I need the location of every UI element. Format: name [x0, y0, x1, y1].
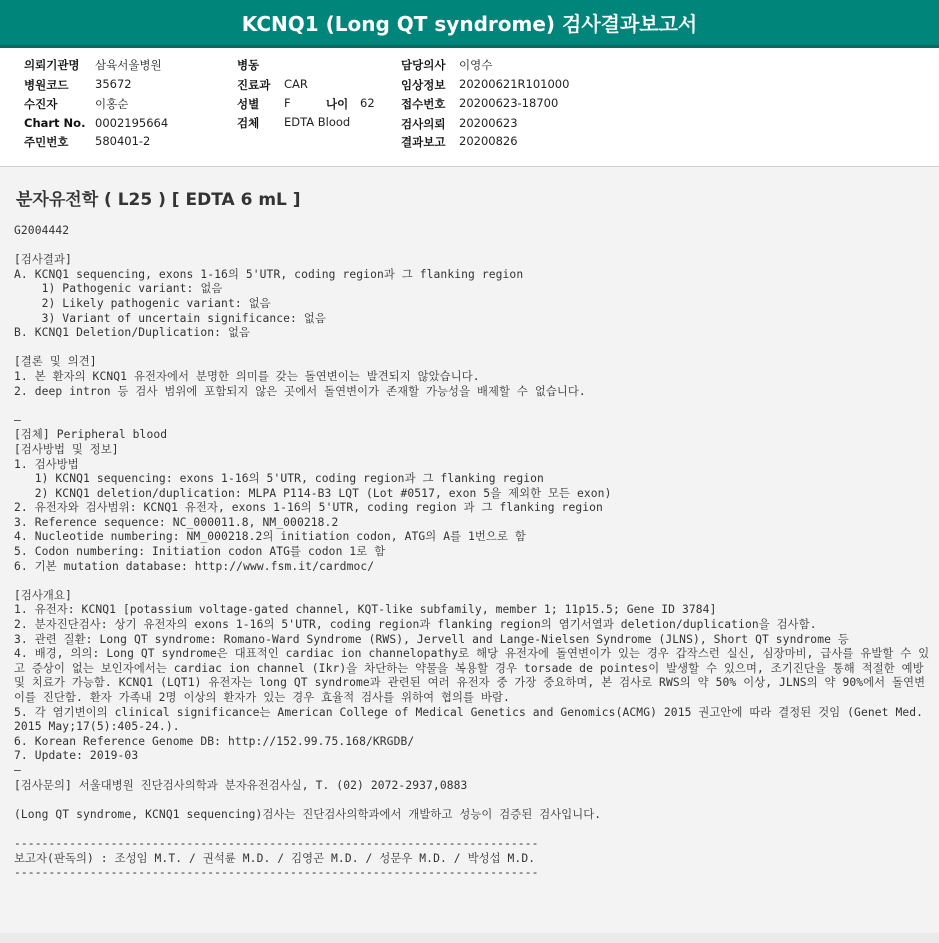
report-title-bar [0, 0, 939, 48]
reporters-line: 보고자(판독의) : 조성임 M.T. / 권석륜 M.D. / 김영곤 M.D. / 성문우 M.D. / 박성섭 M.D. [14, 851, 536, 865]
report-text [14, 224, 930, 881]
resident-no-label: 주민번호 [24, 135, 69, 149]
result-line: 1) Pathogenic variant: 없음 [14, 282, 223, 296]
hospital-code-value: 35672 [95, 77, 132, 91]
ward-label: 병동 [237, 58, 260, 72]
age-label: 나이 [326, 97, 349, 111]
sex-value: F [284, 96, 291, 110]
overview-header: [검사개요] [14, 588, 72, 602]
result-header: [검사결과] [14, 253, 72, 267]
method-line: 3. Reference sequence: NC_000011.8, NM_000218.2 [14, 515, 339, 529]
age-value: 62 [360, 96, 375, 110]
inquiry-line: [검사문의] 서울대병원 진단검사의학과 분자유전검사실, T. (02) 2072-2937,0883 [14, 778, 468, 792]
specimen-value: EDTA Blood [284, 115, 351, 129]
section-title: 분자유전학 ( L25 ) [ EDTA 6 mL ] [16, 190, 301, 210]
test-request-date-label: 검사의뢰 [401, 117, 446, 131]
method-line: 4. Nucleotide numbering: NM_000218.2의 initiation codon, ATG의 A를 1번으로 함 [14, 530, 526, 544]
overview-line: 3. 관련 질환: Long QT syndrome: Romano-Ward Syndrome (RWS), Jervell and Lange-Nielsen Syndrome (JLNS), Short QT syndrome 등 [14, 632, 849, 646]
patient-info-panel [0, 50, 939, 167]
chart-no-label: Chart No. [24, 116, 86, 130]
report-title: KCNQ1 (Long QT syndrome) 검사결과보고서 [241, 12, 698, 36]
method-line: 1) KCNQ1 sequencing: exons 1-16의 5'UTR, coding region과 그 flanking region [14, 472, 544, 486]
clinical-info-label: 임상정보 [401, 78, 446, 92]
overview-line: 6. Korean Reference Genome DB: http://152.99.75.168/KRGDB/ [14, 734, 415, 748]
method-line: 2) KCNQ1 deletion/duplication: MLPA P114-B3 LQT (Lot #0517, exon 5을 제외한 모든 exon) [14, 486, 612, 500]
overview-line: 5. 각 염기변이의 clinical significance는 American College of Medical Genetics and Genomics(ACMG) 2015 권고안에 따라 결정된 것임 (Genet Med. 2015 May;17(5):405-24.). [14, 705, 924, 734]
requesting-institution-label: 의뢰기관명 [24, 58, 80, 72]
physician-value: 이영수 [459, 58, 493, 72]
rule-line: ---------------------------------------------------------------------------- [14, 836, 539, 850]
method-line: 1. 검사방법 [14, 457, 79, 471]
conclusion-line: 2. deep intron 등 검사 범위에 포함되지 않은 곳에서 돌연변이가 존재할 가능성을 배제할 수 없습니다. [14, 384, 586, 398]
chart-no-value: 0002195664 [95, 116, 169, 130]
rule-line: ---------------------------------------------------------------------------- [14, 866, 539, 880]
test-request-date-value: 20200623 [459, 116, 518, 130]
specimen-label: 검체 [237, 116, 260, 130]
sex-label: 성별 [237, 97, 260, 111]
conclusion-header: [결론 및 의견] [14, 355, 97, 369]
department-value: CAR [284, 77, 308, 91]
requesting-institution-value: 삼육서울병원 [95, 58, 162, 72]
method-line: 6. 기본 mutation database: http://www.fsm.it/cardmoc/ [14, 559, 375, 573]
result-line: B. KCNQ1 Deletion/Duplication: 없음 [14, 326, 250, 340]
accession-no-value: 20200623-18700 [459, 96, 559, 110]
hospital-code-label: 병원코드 [24, 78, 69, 92]
divider: — [14, 763, 21, 777]
specimen-line: [검체] Peripheral blood [14, 428, 168, 442]
overview-line: 4. 배경, 의의: Long QT syndrome은 대표적인 cardiac ion channelopathy로 해당 유전자에 돌연변이가 있는 경우 갑작스런 실신, 심장마비, 급사를 유발할 수 있고 증상이 없는 보인자에서는 cardiac ion channel (Ikr)을 차단하는 약물을 복용할 경우 torsade de pointes이 발생할 수 있으며, 조기진단을 통해 적절한 예방 및 치료가 가능함. KCNQ1 (LQT1) 유전자는 long QT syndrome과 관련된 여러 유전자 중 가장 중요하며, 본 검사로 RWS의 약 50% 이상, JLNS의 약 90%에서 돌연변이를 진단함. 환자 가족내 2명 이상의 환자가 있는 경우 효율적 검사를 위하여 협의를 바람. [14, 647, 930, 704]
divider: — [14, 413, 21, 427]
overview-line: 1. 유전자: KCNQ1 [potassium voltage-gated channel, KQT-like subfamily, member 1; 11p15.5; Gene ID 3784] [14, 603, 717, 617]
resident-no-value: 580401-2 [95, 134, 151, 148]
clinical-info-value: 20200621R101000 [459, 77, 570, 91]
validation-note: (Long QT syndrome, KCNQ1 sequencing)검사는 진단검사의학과에서 개발하고 성능이 검증된 검사입니다. [14, 807, 602, 821]
physician-label: 담당의사 [401, 58, 446, 72]
method-line: 2. 유전자와 검사범위: KCNQ1 유전자, exons 1-16의 5'UTR, coding region 과 그 flanking region [14, 501, 603, 515]
report-date-label: 결과보고 [401, 135, 446, 149]
patient-name-value: 이홍순 [95, 97, 129, 111]
report-date-value: 20200826 [459, 134, 518, 148]
patient-name-label: 수진자 [24, 97, 58, 111]
result-line: 3) Variant of uncertain significance: 없음 [14, 311, 326, 325]
accession-no-label: 접수번호 [401, 97, 446, 111]
result-line: A. KCNQ1 sequencing, exons 1-16의 5'UTR, coding region과 그 flanking region [14, 267, 524, 281]
bottom-edge [0, 933, 939, 943]
specimen-id: G2004442 [14, 224, 70, 237]
conclusion-line: 1. 본 환자의 KCNQ1 유전자에서 분명한 의미를 갖는 돌연변이는 발견되지 않았습니다. [14, 369, 480, 383]
overview-line: 7. Update: 2019-03 [14, 749, 139, 763]
overview-line: 2. 분자진단검사: 상기 유전자의 exons 1-16의 5'UTR, coding region과 flanking region의 염기서열과 deletion/duplication을 검사함. [14, 618, 817, 632]
department-label: 진료과 [237, 78, 271, 92]
method-line: 5. Codon numbering: Initiation codon ATG를 codon 1로 함 [14, 545, 386, 559]
result-line: 2) Likely pathogenic variant: 없음 [14, 296, 271, 310]
method-header: [검사방법 및 정보] [14, 442, 119, 456]
